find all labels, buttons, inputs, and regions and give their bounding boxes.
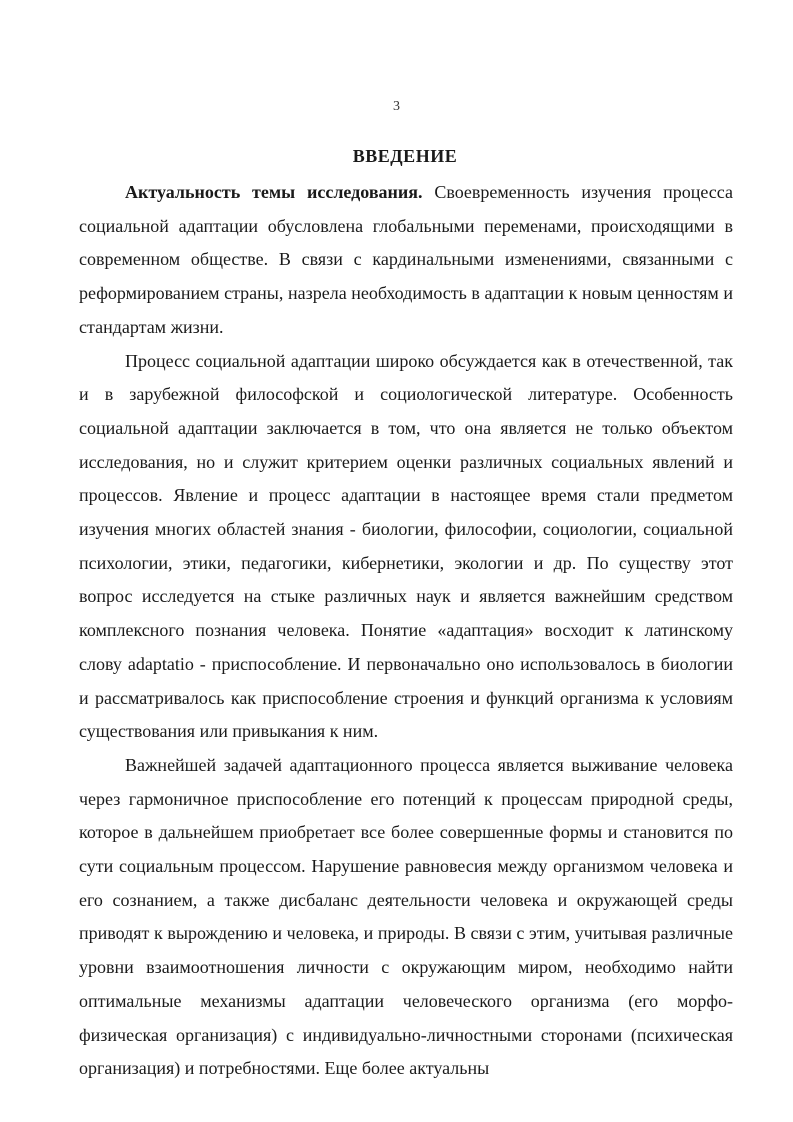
- paragraph-text: Своевременность изучения процесса социальной адаптации обусловлена глобальными переменами, происходящими в современном обществе. В связи с кардинальными изменениями, связанными с реформированием страны, назрела необходимость в адаптации к новым ценностям и стандартам жизни.: [79, 182, 733, 337]
- paragraph-relevance: [79, 176, 733, 345]
- body-text: [79, 176, 733, 1086]
- paragraph-adaptation-task: Важнейшей задачей адаптационного процесса является выживание человека через гармоничное приспособление его потенций к процессам природной среды, которое в дальнейшем приобретает все более совершенные формы и становится по сути социальным процессом. Нарушение равновесия между организмом человека и его сознанием, а также дисбаланс деятельности человека и окружающей среды приводят к вырождению и человека, и природы. В связи с этим, учитывая различные уровни взаимоотношения личности с окружающим миром, необходимо найти оптимальные механизмы адаптации человеческого организма (его морфо-физическая организация) с индивидуально-личностными сторонами (психическая организация) и потребностями. Еще более актуальны: [79, 754, 733, 1079]
- page-title: ВВЕДЕНИЕ: [352, 146, 458, 166]
- paragraph-lead-in: Актуальность темы исследования.: [125, 182, 423, 202]
- page-number: 3: [393, 99, 400, 114]
- paragraph-social-adaptation: Процесс социальной адаптации широко обсуждается как в отечественной, так и в зарубежной философской и социологической литературе. Особенность социальной адаптации заключается в том, что она является не только объектом исследования, но и служит критерием оценки различных социальных явлений и процессов. Явление и процесс адаптации в настоящее время стали предметом изучения многих областей знания - биологии, философии, социологии, социальной психологии, этики, педагогики, кибернетики, экологии и др. По существу этот вопрос исследуется на стыке различных наук и является важнейшим средством комплексного познания человека. Понятие «адаптация» восходит к латинскому слову adaptatio - приспособление. И первоначально оно использовалось в биологии и рассматривалось как приспособление строения и функций организма к условиям существования или привыкания к ним.: [79, 350, 733, 742]
